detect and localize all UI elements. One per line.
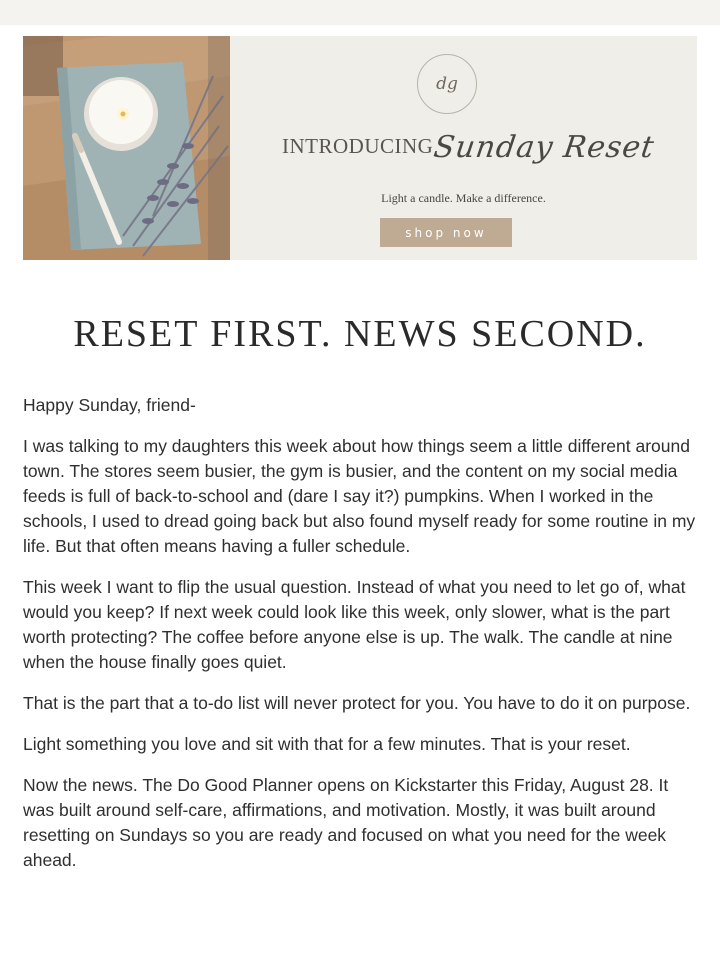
brand-logo [417,54,477,114]
banner-tagline: Light a candle. Make a difference. [381,191,546,205]
body-paragraph: I was talking to my daughters this week about how things seem a little different around town. The stores seem busier, the gym is busier, and the content on my social media feeds is full of back-to-school and (dare I say it?) pumpkins. When I worked in the schools, I used to dread going back but also found myself ready for some routine in my life. But that often means having a fuller schedule. [23,436,696,556]
banner-script-title: Sunday Reset [431,130,657,165]
promo-banner[interactable] [23,36,697,260]
body-paragraph: This week I want to flip the usual question. Instead of what you need to let go of, what would you keep? If next week could look like this week, only slower, what is the part worth protecting? The coffee before anyone else is up. The walk. The candle at nine when the house finally goes quiet. [23,577,686,672]
newsletter-body [23,393,703,889]
candle-journal-photo [23,36,230,260]
body-paragraph: Light something you love and sit with that for a few minutes. That is your reset. [23,734,631,754]
banner-title-row [282,128,662,188]
greeting-paragraph: Happy Sunday, friend- [23,395,196,415]
body-paragraph: Now the news. The Do Good Planner opens on Kickstarter this Friday, August 28. It was built around self-care, affirmations, and motivation. Mostly, it was built around resetting on Sundays so you are ready and focused on what you need for the week ahead. [23,775,669,870]
page-headline: RESET FIRST. NEWS SECOND. [73,313,647,355]
shop-now-button[interactable]: shop now [380,218,512,247]
body-paragraph: That is the part that a to-do list will never protect for you. You have to do it on purpose. [23,693,691,713]
photo-illustration [23,36,230,260]
top-bar [0,0,720,25]
banner-text-panel [230,36,697,260]
logo-monogram: dg [436,74,458,94]
banner-intro-text: INTRODUCING [282,134,434,158]
